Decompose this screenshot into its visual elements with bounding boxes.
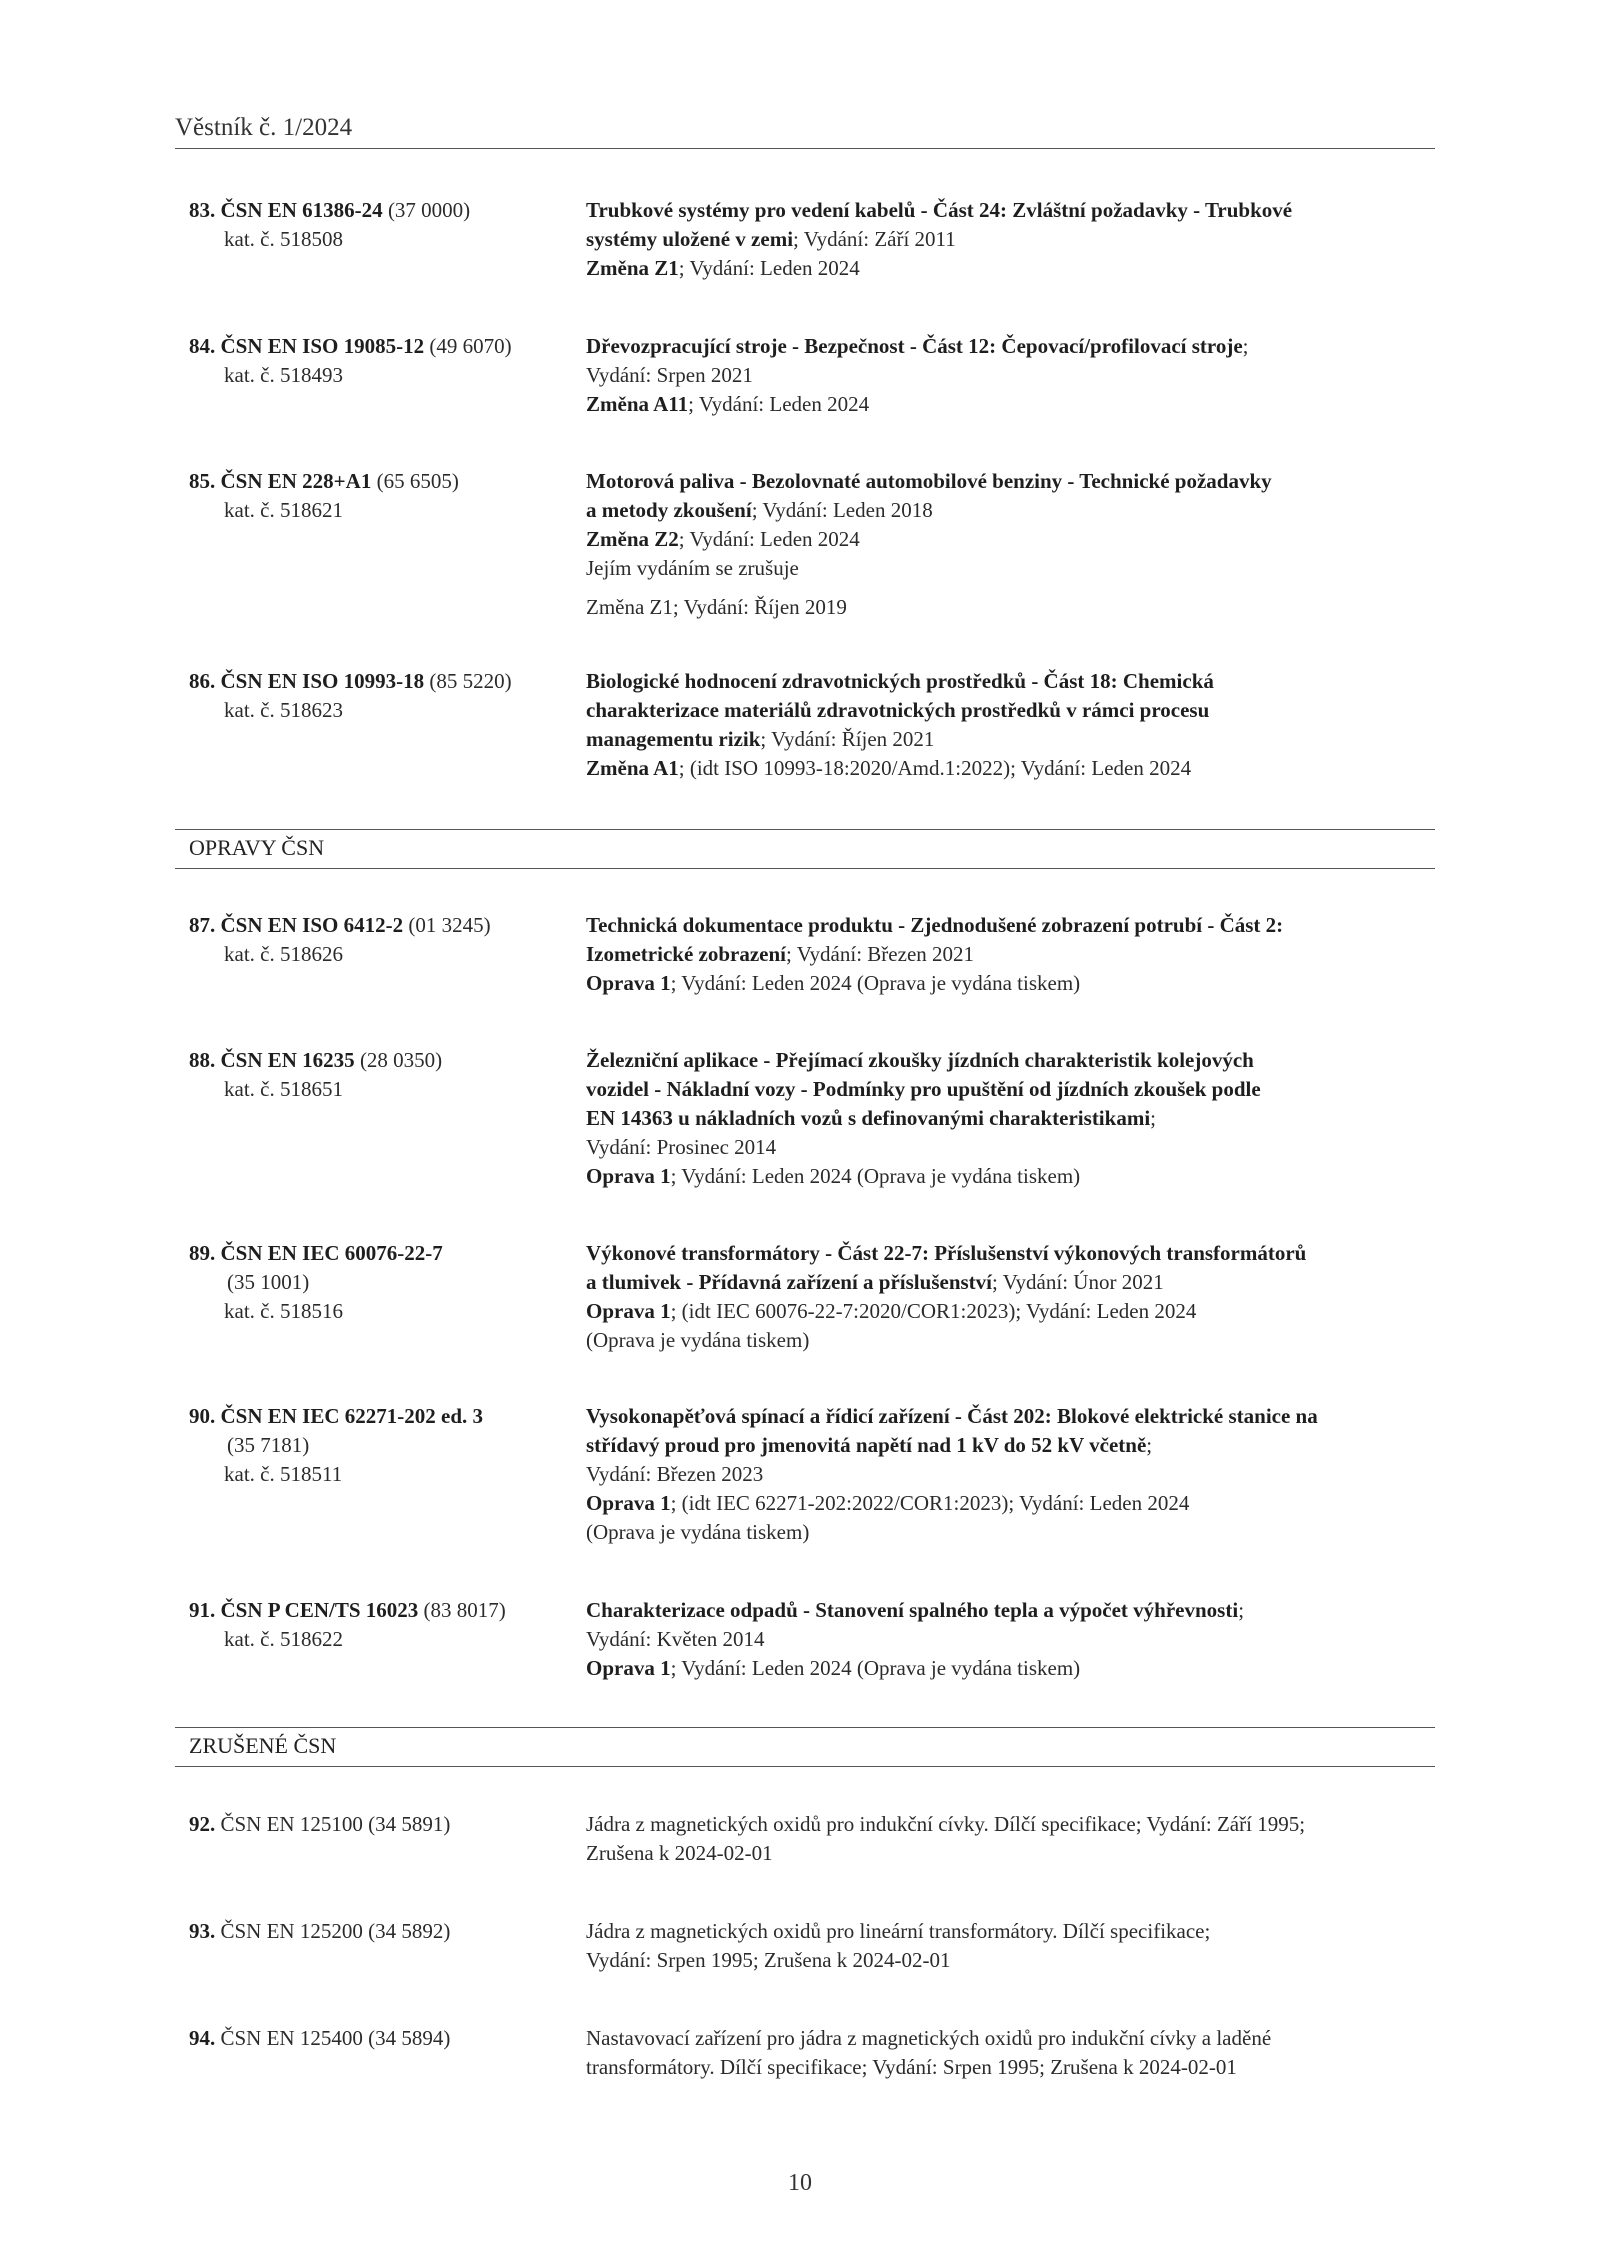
issue-date: ; Vydání: Leden 2018 <box>751 498 933 522</box>
entry-number: 84. <box>189 334 216 358</box>
standard-code: ČSN EN 125100 (34 5891) <box>220 1812 451 1836</box>
catalogue-number: kat. č. 518508 <box>224 227 343 251</box>
standard-title: Železniční aplikace - Přejímací zkoušky jízdních charakteristik kolejových <box>586 1048 1254 1072</box>
class-code: (85 5220) <box>429 669 512 693</box>
section-title: ZRUŠENÉ ČSN <box>189 1733 337 1758</box>
correction-details: ; (idt IEC 60076-22-7:2020/COR1:2023); Vydání: Leden 2024 <box>670 1299 1197 1323</box>
entry-description <box>586 1239 1434 1355</box>
standard-title: Dřevozpracující stroje - Bezpečnost - Část 12: Čepovací/profilovací stroje <box>586 334 1243 358</box>
standard-title: managementu rizik <box>586 727 761 751</box>
standard-title: Technická dokumentace produktu - Zjednodušené zobrazení potrubí - Část 2: <box>586 913 1284 937</box>
correction-note: (Oprava je vydána tiskem) <box>586 1328 810 1352</box>
title-punctuation: ; <box>1150 1106 1156 1130</box>
entry-number: 90. <box>189 1404 216 1428</box>
standard-title: Charakterizace odpadů - Stanovení spalného tepla a výpočet výhřevnosti <box>586 1598 1239 1622</box>
cancellation-note: Jejím vydáním se zrušuje <box>586 556 799 580</box>
correction-details: ; Vydání: Leden 2024 (Oprava je vydána tiskem) <box>670 971 1081 995</box>
change-details: ; Vydání: Leden 2024 <box>678 256 860 280</box>
issue-date: ; Vydání: Únor 2021 <box>992 1270 1164 1294</box>
standard-title: a tlumivek - Přídavná zařízení a příslušenství <box>586 1270 992 1294</box>
standard-title: vozidel - Nákladní vozy - Podmínky pro upuštění od jízdních zkoušek podle <box>586 1077 1261 1101</box>
entry-description <box>586 1810 1434 1868</box>
title-punctuation: ; <box>1242 334 1249 358</box>
issue-date: Vydání: Květen 2014 <box>586 1627 765 1651</box>
catalogue-number: kat. č. 518511 <box>224 1462 343 1486</box>
entry-identifier <box>189 1046 579 1104</box>
issue-date: ; Vydání: Září 2011 <box>793 227 956 251</box>
entry-number: 86. <box>189 669 216 693</box>
cancelled-change: Změna Z1; Vydání: Říjen 2019 <box>586 595 847 619</box>
withdrawn-description: Zrušena k 2024-02-01 <box>586 1841 773 1865</box>
entry-identifier <box>189 196 579 254</box>
issue-date: Vydání: Srpen 2021 <box>586 363 753 387</box>
entry-number: 89. <box>189 1241 216 1265</box>
standard-code: ČSN EN ISO 6412-2 <box>220 913 404 937</box>
entry-identifier <box>189 667 579 725</box>
bulletin-title: Věstník č. 1/2024 <box>175 114 353 141</box>
entry-identifier <box>189 332 579 390</box>
withdrawn-description: Vydání: Srpen 1995; Zrušena k 2024-02-01 <box>586 1948 951 1972</box>
correction-label: Oprava 1 <box>586 1164 671 1188</box>
page-number: 10 <box>788 2170 812 2196</box>
entry-number: 92. <box>189 1812 216 1836</box>
standard-title: Trubkové systémy pro vedení kabelů - Část 24: Zvláštní požadavky - Trubkové <box>586 198 1293 222</box>
standard-title: Motorová paliva - Bezolovnaté automobilové benziny - Technické požadavky <box>586 469 1272 493</box>
change-label: Změna A1 <box>586 756 679 780</box>
correction-details: ; Vydání: Leden 2024 (Oprava je vydána tiskem) <box>670 1656 1081 1680</box>
page-header <box>175 112 1435 149</box>
entry-number: 83. <box>189 198 216 222</box>
standard-code: ČSN EN 228+A1 <box>220 469 372 493</box>
entry-description <box>586 1917 1434 1975</box>
entry-identifier <box>189 1239 579 1326</box>
change-label: Změna Z1 <box>586 256 679 280</box>
section-heading-opravy <box>175 829 1435 869</box>
standard-title: střídavý proud pro jmenovitá napětí nad 1 kV do 52 kV včetně <box>586 1433 1147 1457</box>
standard-code: ČSN P CEN/TS 16023 <box>220 1598 419 1622</box>
entry-description <box>586 1596 1434 1683</box>
entry-description <box>586 667 1434 783</box>
withdrawn-description: Jádra z magnetických oxidů pro lineární transformátory. Dílčí specifikace; <box>586 1919 1211 1943</box>
section-heading-zrusene <box>175 1727 1435 1767</box>
correction-label: Oprava 1 <box>586 971 671 995</box>
issue-date: Vydání: Březen 2023 <box>586 1462 764 1486</box>
standard-title: systémy uložené v zemi <box>586 227 794 251</box>
class-code: (65 6505) <box>376 469 459 493</box>
entry-description <box>586 332 1434 419</box>
correction-note: (Oprava je vydána tiskem) <box>586 1520 810 1544</box>
entry-identifier <box>189 2024 579 2053</box>
entry-identifier <box>189 1810 579 1839</box>
correction-label: Oprava 1 <box>586 1491 671 1515</box>
entry-identifier <box>189 1917 579 1946</box>
standard-code: ČSN EN ISO 10993-18 <box>220 669 425 693</box>
catalogue-number: kat. č. 518651 <box>224 1077 343 1101</box>
title-punctuation: ; <box>1238 1598 1245 1622</box>
change-details: ; Vydání: Leden 2024 <box>688 392 870 416</box>
class-code: (01 3245) <box>408 913 491 937</box>
correction-details: ; (idt IEC 62271-202:2022/COR1:2023); Vydání: Leden 2024 <box>670 1491 1190 1515</box>
entry-number: 93. <box>189 1919 216 1943</box>
entry-number: 88. <box>189 1048 216 1072</box>
standard-title: Biologické hodnocení zdravotnických prostředků - Část 18: Chemická <box>586 669 1214 693</box>
class-code: (49 6070) <box>429 334 512 358</box>
standard-code: ČSN EN IEC 60076-22-7 <box>220 1241 443 1265</box>
entry-number: 85. <box>189 469 216 493</box>
standard-code: ČSN EN ISO 19085-12 <box>220 334 425 358</box>
catalogue-number: kat. č. 518493 <box>224 363 343 387</box>
change-label: Změna Z2 <box>586 527 679 551</box>
entry-description <box>586 1046 1434 1191</box>
correction-label: Oprava 1 <box>586 1656 671 1680</box>
standard-title: Výkonové transformátory - Část 22-7: Příslušenství výkonových transformátorů <box>586 1241 1307 1265</box>
withdrawn-description: Jádra z magnetických oxidů pro indukční cívky. Dílčí specifikace; Vydání: Září 1995; <box>586 1812 1306 1836</box>
standard-code: ČSN EN 125400 (34 5894) <box>220 2026 451 2050</box>
section-title: OPRAVY ČSN <box>189 835 325 860</box>
standard-title: Vysokonapěťová spínací a řídicí zařízení - Část 202: Blokové elektrické stanice na <box>586 1404 1318 1428</box>
catalogue-number: kat. č. 518516 <box>224 1299 343 1323</box>
withdrawn-description: transformátory. Dílčí specifikace; Vydání: Srpen 1995; Zrušena k 2024-02-01 <box>586 2055 1237 2079</box>
entry-number: 94. <box>189 2026 216 2050</box>
standard-code: ČSN EN 61386-24 <box>220 198 383 222</box>
class-code: (37 0000) <box>387 198 471 222</box>
entry-identifier <box>189 1402 579 1489</box>
standard-title: Izometrické zobrazení <box>586 942 787 966</box>
class-code: (28 0350) <box>359 1048 443 1072</box>
change-details: ; Vydání: Leden 2024 <box>678 527 860 551</box>
correction-label: Oprava 1 <box>586 1299 671 1323</box>
entry-description <box>586 196 1434 283</box>
catalogue-number: kat. č. 518623 <box>224 698 343 722</box>
change-label: Změna A11 <box>586 392 689 416</box>
entry-number: 87. <box>189 913 216 937</box>
catalogue-number: kat. č. 518626 <box>224 942 343 966</box>
standard-title: EN 14363 u nákladních vozů s definovanými charakteristikami <box>586 1106 1151 1130</box>
issue-date: Vydání: Prosinec 2014 <box>586 1135 777 1159</box>
entry-identifier <box>189 1596 579 1654</box>
issue-date: ; Vydání: Říjen 2021 <box>760 727 935 751</box>
standard-title: charakterizace materiálů zdravotnických prostředků v rámci procesu <box>586 698 1210 722</box>
standard-title: a metody zkoušení <box>586 498 752 522</box>
entry-identifier <box>189 911 579 969</box>
class-code: (35 1001) <box>227 1270 310 1294</box>
class-code: (35 7181) <box>227 1433 310 1457</box>
catalogue-number: kat. č. 518622 <box>224 1627 343 1651</box>
change-details: ; (idt ISO 10993-18:2020/Amd.1:2022); Vydání: Leden 2024 <box>678 756 1192 780</box>
catalogue-number: kat. č. 518621 <box>224 498 343 522</box>
class-code: (83 8017) <box>423 1598 506 1622</box>
standard-code: ČSN EN 125200 (34 5892) <box>220 1919 451 1943</box>
standard-code: ČSN EN 16235 <box>220 1048 355 1072</box>
standard-code: ČSN EN IEC 62271-202 ed. 3 <box>220 1404 484 1428</box>
entry-description <box>586 2024 1434 2082</box>
issue-date: ; Vydání: Březen 2021 <box>786 942 975 966</box>
correction-details: ; Vydání: Leden 2024 (Oprava je vydána tiskem) <box>670 1164 1081 1188</box>
entry-description <box>586 1402 1434 1547</box>
entry-identifier <box>189 467 579 525</box>
title-punctuation: ; <box>1146 1433 1153 1457</box>
entry-description <box>586 911 1434 998</box>
entry-description <box>586 467 1434 622</box>
withdrawn-description: Nastavovací zařízení pro jádra z magnetických oxidů pro indukční cívky a laděné <box>586 2026 1272 2050</box>
entry-number: 91. <box>189 1598 216 1622</box>
